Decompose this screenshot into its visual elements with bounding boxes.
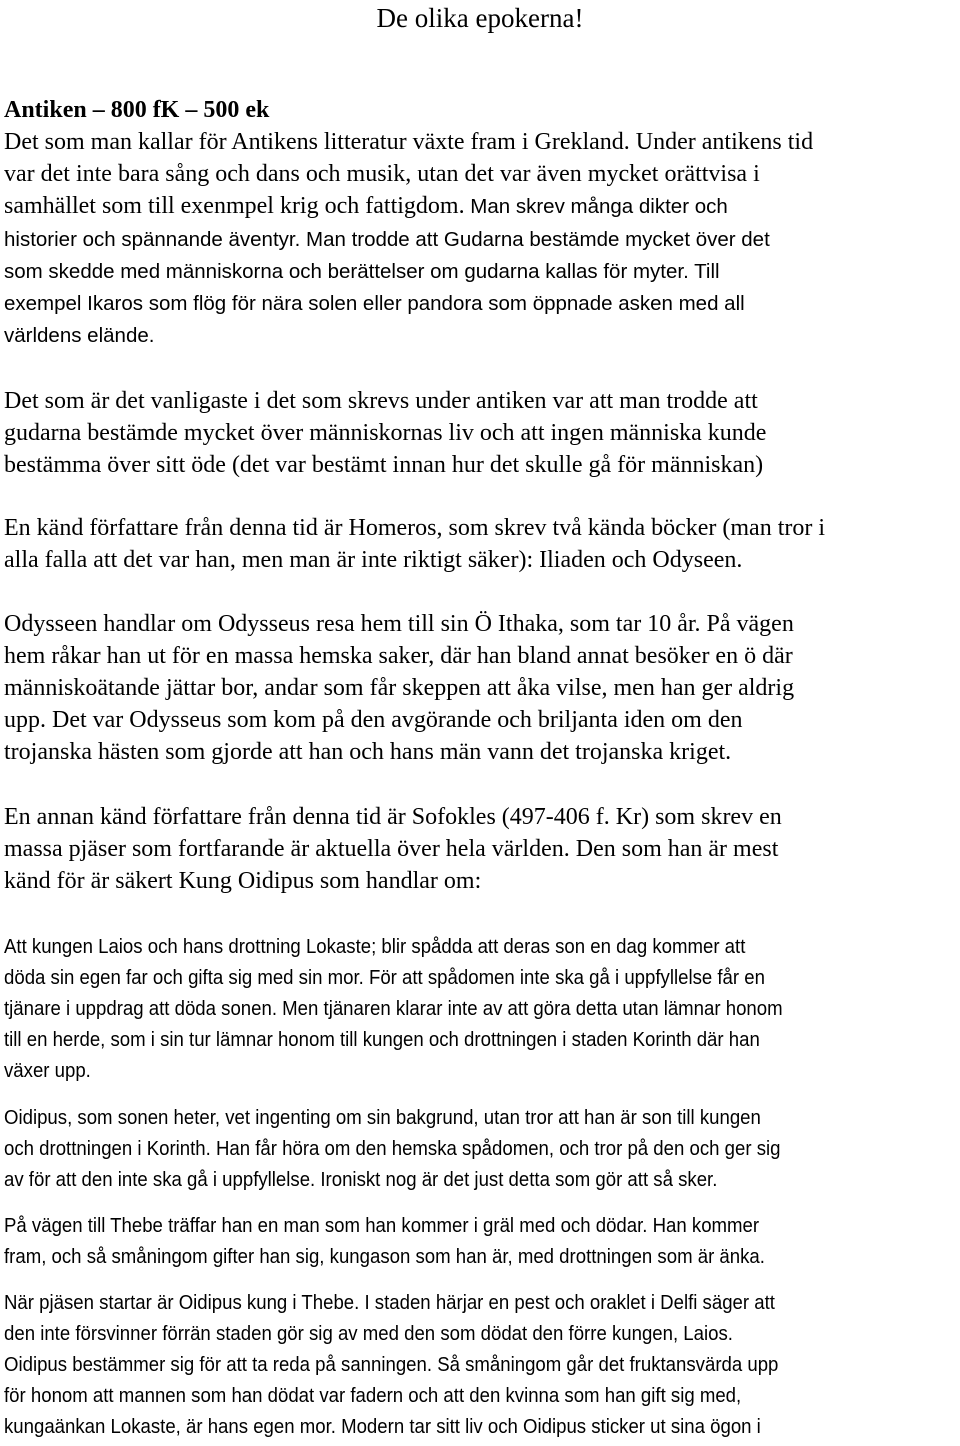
summary-line: Oidipus bestämmer sig för att ta reda på sanningen. Så småningom går det fruktansvärda upp (4, 1354, 779, 1376)
paragraph-odysseen (4, 608, 954, 768)
summary-line: och drottningen i Korinth. Han får höra om den hemska spådomen, och tror på den och ger sig (4, 1138, 781, 1160)
paragraph-line: alla falla att det var han, men man är inte riktigt säker): Iliaden och Odyseen. (4, 547, 743, 573)
summary-prophecy (4, 932, 888, 1087)
page-title: De olika epokerna! (376, 3, 584, 33)
summary-line: den inte försvinner förrän staden gör sig av med den som dödat den förre kungen, Laios. (4, 1323, 733, 1345)
intro-line: som skedde med människorna och berättelser om gudarna kallas för myter. Till (4, 260, 720, 283)
summary-line: för honom att mannen som han dödat var fadern och att den kvinna som han gift sig med, (4, 1385, 742, 1407)
summary-line: kungaänkan Lokaste, är hans egen mor. Modern tar sitt liv och Oidipus sticker ut sina ögon i (4, 1416, 761, 1438)
paragraph-line: gudarna bestämde mycket över människornas liv och att ingen människa kunde (4, 420, 767, 446)
paragraph-line: hem råkar han ut för en massa hemska saker, där han bland annat besöker en ö där (4, 643, 793, 669)
summary-play (4, 1288, 888, 1443)
summary-line: till en herde, som i sin tur lämnar honom till kungen och drottningen i staden Korinth där han (4, 1029, 760, 1051)
intro-line: var det inte bara sång och dans och musik, utan det var även mycket orättvisa i (4, 161, 760, 187)
intro-line: samhället som till exenmpel krig och fattigdom. Man skrev många dikter och (4, 193, 728, 219)
paragraph-homeros (4, 512, 954, 576)
intro-line: historier och spännande äventyr. Man trodde att Gudarna bestämde mycket över det (4, 228, 770, 251)
section-heading: Antiken – 800 fK – 500 ek (4, 97, 270, 123)
paragraph-line: En känd författare från denna tid är Homeros, som skrev två kända böcker (man tror i (4, 515, 826, 541)
paragraph-line: massa pjäser som fortfarande är aktuella över hela världen. Den som han är mest (4, 836, 779, 862)
antiken-section (4, 94, 954, 352)
paragraph-sofokles (4, 801, 954, 897)
summary-line: När pjäsen startar är Oidipus kung i Thebe. I staden härjar en pest och oraklet i Delfi säger att (4, 1292, 775, 1314)
summary-line: På vägen till Thebe träffar han en man som han kommer i gräl med och dödar. Han kommer (4, 1215, 760, 1237)
paragraph-line: upp. Det var Odysseus som kom på den avgörande och briljanta iden om den (4, 707, 743, 733)
summary-line: fram, och så småningom gifter han sig, kungason som han är, med drottningen som är änka. (4, 1246, 765, 1268)
summary-line: växer upp. (4, 1060, 91, 1082)
intro-line: Det som man kallar för Antikens litteratur växte fram i Grekland. Under antikens tid (4, 129, 814, 155)
summary-oidipus (4, 1103, 888, 1196)
paragraph-line: En annan känd författare från denna tid är Sofokles (497-406 f. Kr) som skrev en (4, 804, 782, 830)
intro-line: världens elände. (4, 324, 155, 347)
paragraph-line: Odysseen handlar om Odysseus resa hem till sin Ö Ithaka, som tar 10 år. På vägen (4, 611, 794, 637)
paragraph-line: Det som är det vanligaste i det som skrevs under antiken var att man trodde att (4, 388, 758, 414)
summary-line: tjänare i uppdrag att döda sonen. Men tjänaren klarar inte av att göra detta utan lämnar honom (4, 998, 783, 1020)
summary-line: av för att den inte ska gå i uppfyllelse. Ironiskt nog är det just detta som gör att så sker. (4, 1169, 718, 1191)
summary-thebe-road (4, 1211, 888, 1273)
paragraph-line: människoätande jättar bor, andar som får skeppen att åka vilse, men han ger aldrig (4, 675, 795, 701)
summary-line: Oidipus, som sonen heter, vet ingenting om sin bakgrund, utan tror att han är son till kungen (4, 1107, 761, 1129)
paragraph-line: trojanska hästen som gjorde att han och hans män vann det trojanska kriget. (4, 739, 732, 765)
summary-line: döda sin egen far och gifta sig med sin mor. För att spådomen inte ska gå i uppfyllelse får en (4, 967, 765, 989)
paragraph-gods (4, 385, 954, 481)
summary-line: Att kungen Laios och hans drottning Lokaste; blir spådda att deras son en dag kommer att (4, 936, 746, 958)
paragraph-line: känd för är säkert Kung Oidipus som handlar om: (4, 868, 482, 894)
paragraph-line: bestämma över sitt öde (det var bestämt innan hur det skulle gå för människan) (4, 452, 764, 478)
intro-line: exempel Ikaros som flög för nära solen eller pandora som öppnade asken med all (4, 292, 745, 315)
